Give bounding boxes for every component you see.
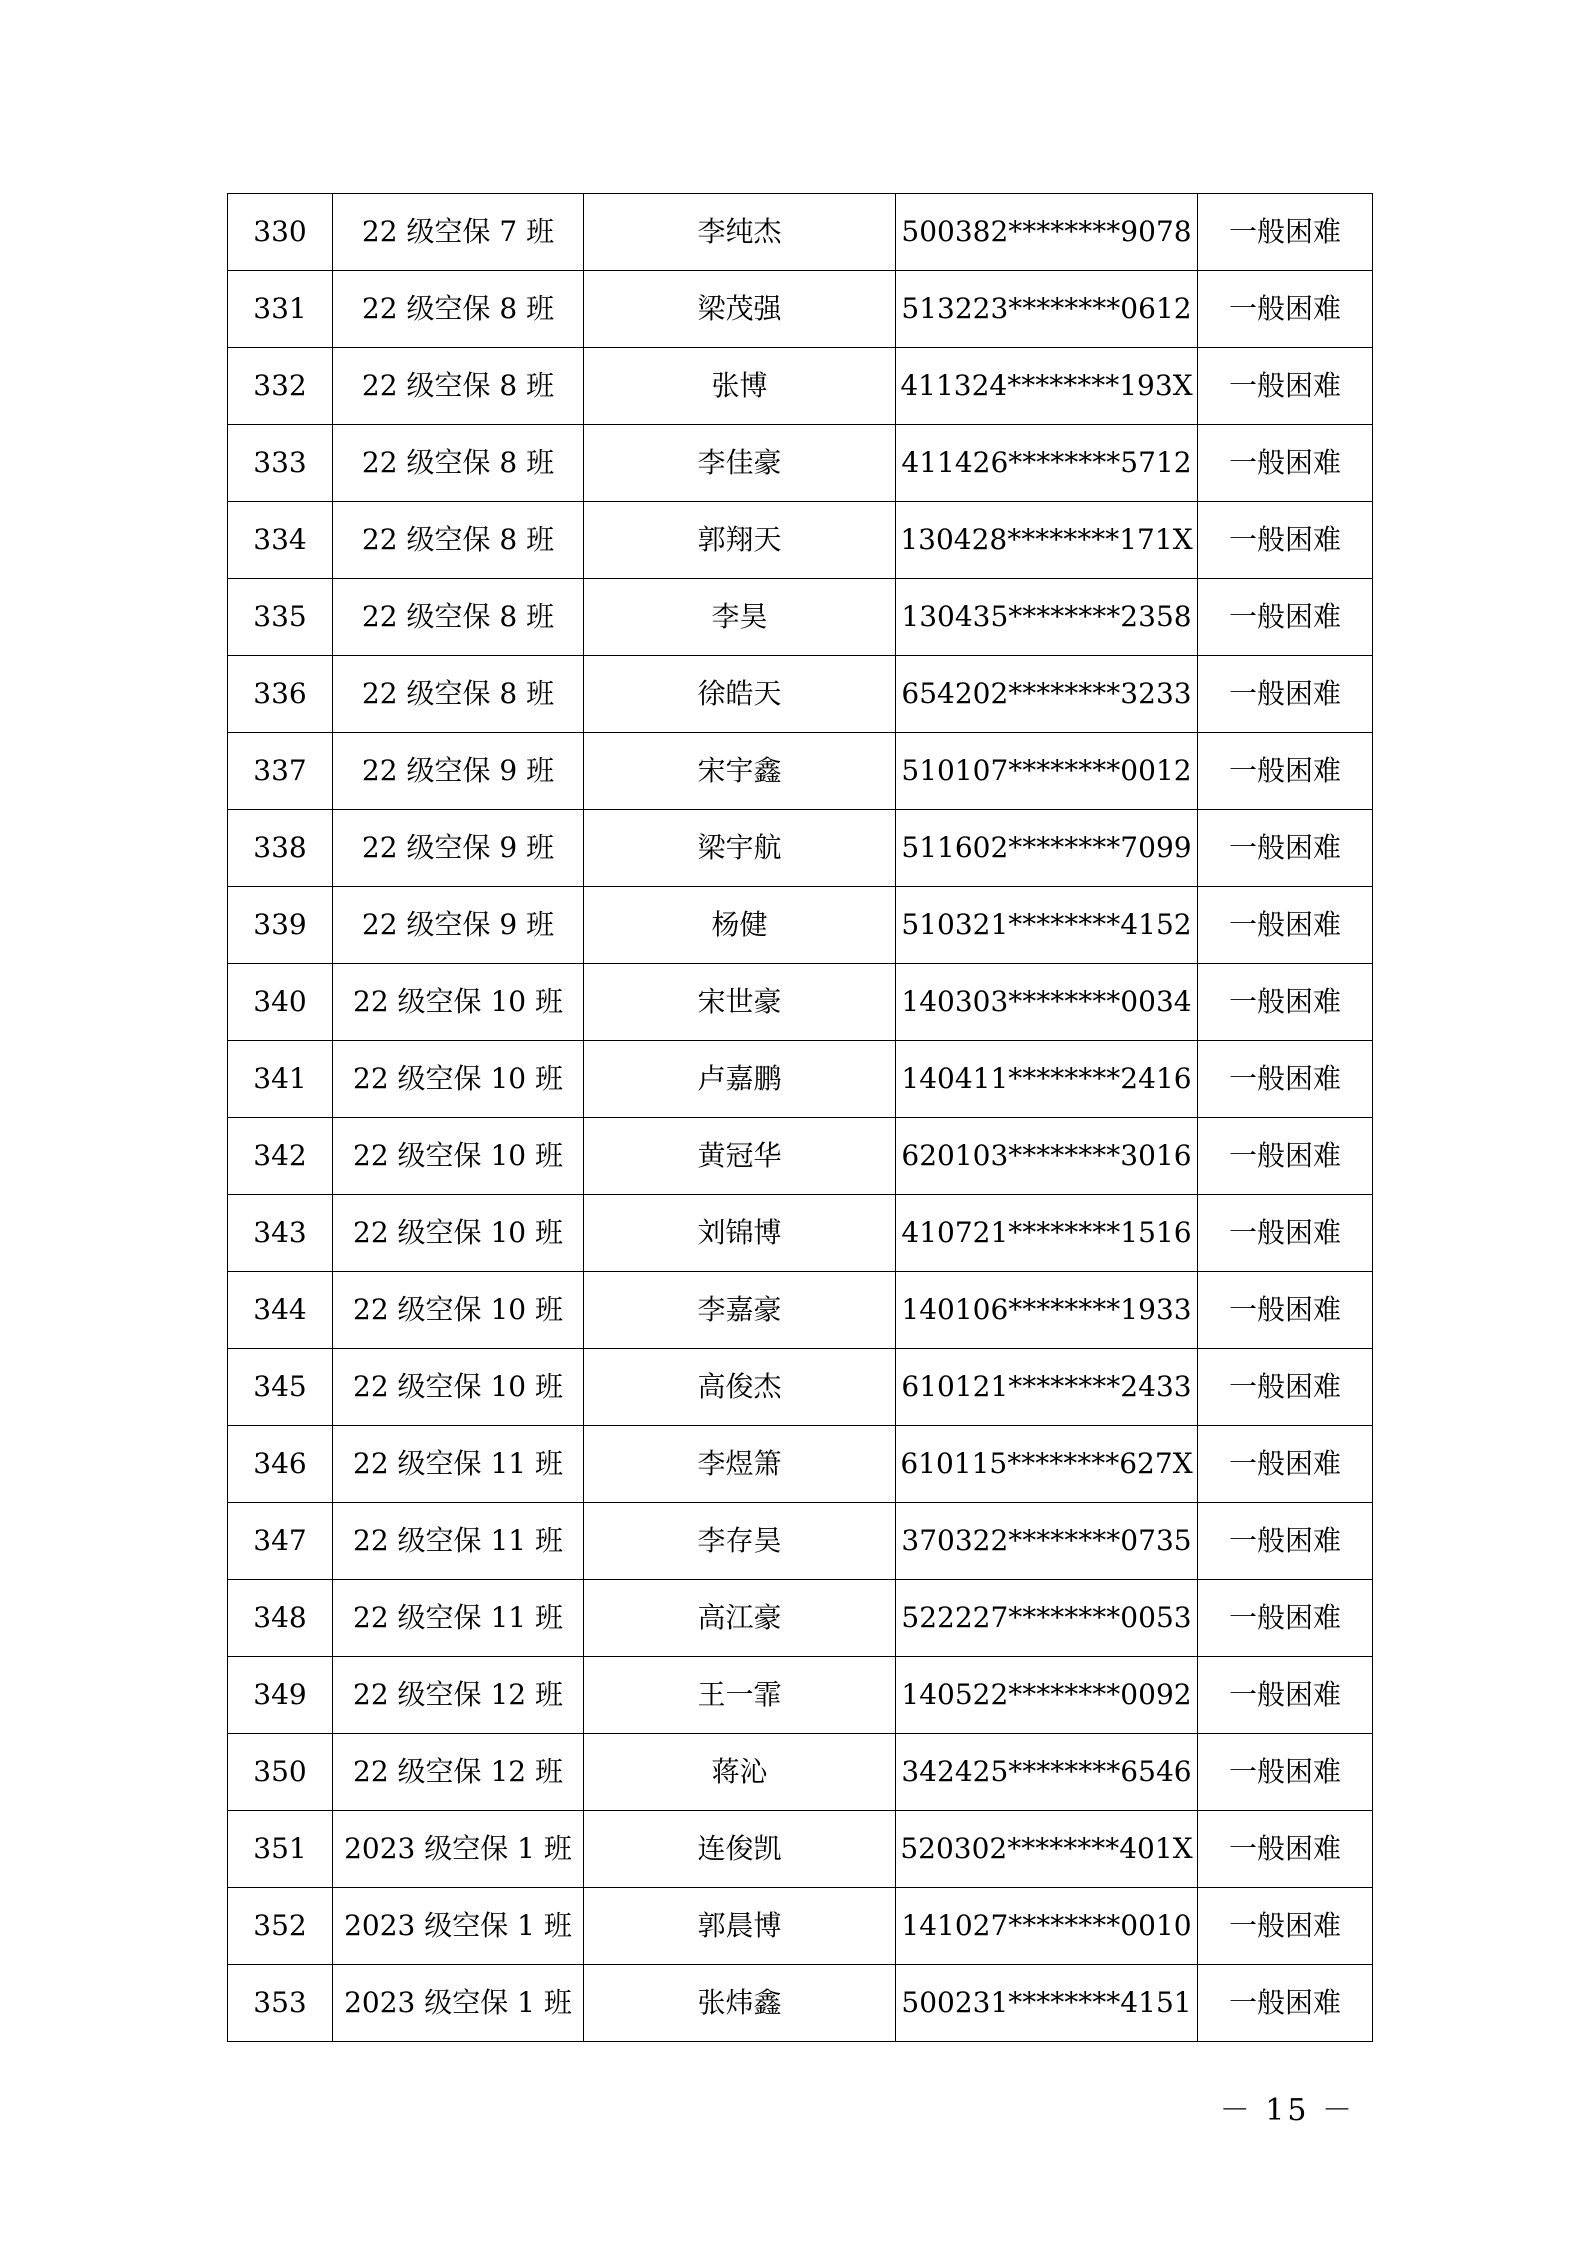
table-row — [228, 1195, 1373, 1272]
student-table — [227, 193, 1373, 2042]
page-number: － 15 － — [1219, 2093, 1355, 2128]
status-cell: 一般困难 — [1198, 1272, 1373, 1349]
status-cell: 一般困难 — [1198, 656, 1373, 733]
name-cell: 王一霏 — [584, 1657, 896, 1734]
table-row — [228, 425, 1373, 502]
class-cell: 2023 级空保 1 班 — [333, 1888, 584, 1965]
name-cell: 高江豪 — [584, 1580, 896, 1657]
class-cell: 22 级空保 10 班 — [333, 964, 584, 1041]
id-number-cell: 130435********2358 — [896, 579, 1198, 656]
row-number-cell: 339 — [228, 887, 333, 964]
name-cell: 卢嘉鹏 — [584, 1041, 896, 1118]
row-number-cell: 347 — [228, 1503, 333, 1580]
status-cell: 一般困难 — [1198, 1349, 1373, 1426]
name-cell: 郭晨博 — [584, 1888, 896, 1965]
table-row — [228, 502, 1373, 579]
class-cell: 22 级空保 7 班 — [333, 194, 584, 271]
name-cell: 张博 — [584, 348, 896, 425]
id-number-cell: 410721********1516 — [896, 1195, 1198, 1272]
name-cell: 宋世豪 — [584, 964, 896, 1041]
row-number-cell: 337 — [228, 733, 333, 810]
class-cell: 22 级空保 11 班 — [333, 1426, 584, 1503]
table-row — [228, 887, 1373, 964]
name-cell: 李纯杰 — [584, 194, 896, 271]
id-number-cell: 140522********0092 — [896, 1657, 1198, 1734]
table-row — [228, 1811, 1373, 1888]
table-row — [228, 1272, 1373, 1349]
row-number-cell: 338 — [228, 810, 333, 887]
id-number-cell: 511602********7099 — [896, 810, 1198, 887]
row-number-cell: 334 — [228, 502, 333, 579]
row-number-cell: 332 — [228, 348, 333, 425]
class-cell: 22 级空保 10 班 — [333, 1349, 584, 1426]
name-cell: 李煜箫 — [584, 1426, 896, 1503]
id-number-cell: 610115********627X — [896, 1426, 1198, 1503]
name-cell: 李佳豪 — [584, 425, 896, 502]
class-cell: 22 级空保 8 班 — [333, 502, 584, 579]
id-number-cell: 370322********0735 — [896, 1503, 1198, 1580]
status-cell: 一般困难 — [1198, 1657, 1373, 1734]
name-cell: 李存昊 — [584, 1503, 896, 1580]
status-cell: 一般困难 — [1198, 1965, 1373, 2042]
name-cell: 杨健 — [584, 887, 896, 964]
status-cell: 一般困难 — [1198, 964, 1373, 1041]
status-cell: 一般困难 — [1198, 1811, 1373, 1888]
id-number-cell: 522227********0053 — [896, 1580, 1198, 1657]
row-number-cell: 351 — [228, 1811, 333, 1888]
id-number-cell: 500382********9078 — [896, 194, 1198, 271]
row-number-cell: 345 — [228, 1349, 333, 1426]
id-number-cell: 141027********0010 — [896, 1888, 1198, 1965]
name-cell: 高俊杰 — [584, 1349, 896, 1426]
row-number-cell: 353 — [228, 1965, 333, 2042]
class-cell: 22 级空保 8 班 — [333, 656, 584, 733]
table-row — [228, 1041, 1373, 1118]
class-cell: 22 级空保 8 班 — [333, 579, 584, 656]
class-cell: 22 级空保 9 班 — [333, 733, 584, 810]
name-cell: 梁茂强 — [584, 271, 896, 348]
row-number-cell: 349 — [228, 1657, 333, 1734]
status-cell: 一般困难 — [1198, 1503, 1373, 1580]
table-row — [228, 1734, 1373, 1811]
class-cell: 22 级空保 8 班 — [333, 425, 584, 502]
class-cell: 22 级空保 10 班 — [333, 1041, 584, 1118]
id-number-cell: 130428********171X — [896, 502, 1198, 579]
class-cell: 22 级空保 9 班 — [333, 887, 584, 964]
class-cell: 22 级空保 8 班 — [333, 348, 584, 425]
id-number-cell: 520302********401X — [896, 1811, 1198, 1888]
status-cell: 一般困难 — [1198, 1580, 1373, 1657]
status-cell: 一般困难 — [1198, 502, 1373, 579]
id-number-cell: 140303********0034 — [896, 964, 1198, 1041]
table-row — [228, 271, 1373, 348]
class-cell: 22 级空保 10 班 — [333, 1272, 584, 1349]
status-cell: 一般困难 — [1198, 271, 1373, 348]
id-number-cell: 411426********5712 — [896, 425, 1198, 502]
row-number-cell: 333 — [228, 425, 333, 502]
name-cell: 宋宇鑫 — [584, 733, 896, 810]
row-number-cell: 352 — [228, 1888, 333, 1965]
id-number-cell: 610121********2433 — [896, 1349, 1198, 1426]
name-cell: 李嘉豪 — [584, 1272, 896, 1349]
class-cell: 22 级空保 10 班 — [333, 1195, 584, 1272]
table-row — [228, 1118, 1373, 1195]
table-row — [228, 1349, 1373, 1426]
row-number-cell: 350 — [228, 1734, 333, 1811]
name-cell: 李昊 — [584, 579, 896, 656]
status-cell: 一般困难 — [1198, 348, 1373, 425]
id-number-cell: 342425********6546 — [896, 1734, 1198, 1811]
class-cell: 22 级空保 11 班 — [333, 1503, 584, 1580]
table-row — [228, 1503, 1373, 1580]
name-cell: 连俊凯 — [584, 1811, 896, 1888]
class-cell: 22 级空保 8 班 — [333, 271, 584, 348]
status-cell: 一般困难 — [1198, 1426, 1373, 1503]
table-row — [228, 579, 1373, 656]
class-cell: 22 级空保 11 班 — [333, 1580, 584, 1657]
class-cell: 22 级空保 12 班 — [333, 1657, 584, 1734]
status-cell: 一般困难 — [1198, 1195, 1373, 1272]
table-row — [228, 1965, 1373, 2042]
name-cell: 张炜鑫 — [584, 1965, 896, 2042]
row-number-cell: 342 — [228, 1118, 333, 1195]
row-number-cell: 343 — [228, 1195, 333, 1272]
status-cell: 一般困难 — [1198, 810, 1373, 887]
id-number-cell: 411324********193X — [896, 348, 1198, 425]
status-cell: 一般困难 — [1198, 194, 1373, 271]
table-row — [228, 1426, 1373, 1503]
id-number-cell: 510107********0012 — [896, 733, 1198, 810]
table-row — [228, 656, 1373, 733]
row-number-cell: 341 — [228, 1041, 333, 1118]
class-cell: 22 级空保 9 班 — [333, 810, 584, 887]
class-cell: 22 级空保 12 班 — [333, 1734, 584, 1811]
name-cell: 郭翔天 — [584, 502, 896, 579]
status-cell: 一般困难 — [1198, 1041, 1373, 1118]
status-cell: 一般困难 — [1198, 1888, 1373, 1965]
id-number-cell: 500231********4151 — [896, 1965, 1198, 2042]
table-row — [228, 1580, 1373, 1657]
id-number-cell: 654202********3233 — [896, 656, 1198, 733]
class-cell: 22 级空保 10 班 — [333, 1118, 584, 1195]
row-number-cell: 331 — [228, 271, 333, 348]
name-cell: 刘锦博 — [584, 1195, 896, 1272]
table-row — [228, 1657, 1373, 1734]
table-row — [228, 194, 1373, 271]
table-row — [228, 348, 1373, 425]
status-cell: 一般困难 — [1198, 425, 1373, 502]
name-cell: 黄冠华 — [584, 1118, 896, 1195]
table-row — [228, 1888, 1373, 1965]
row-number-cell: 348 — [228, 1580, 333, 1657]
row-number-cell: 346 — [228, 1426, 333, 1503]
status-cell: 一般困难 — [1198, 579, 1373, 656]
status-cell: 一般困难 — [1198, 887, 1373, 964]
row-number-cell: 344 — [228, 1272, 333, 1349]
name-cell: 蒋沁 — [584, 1734, 896, 1811]
table-row — [228, 810, 1373, 887]
status-cell: 一般困难 — [1198, 733, 1373, 810]
row-number-cell: 340 — [228, 964, 333, 1041]
class-cell: 2023 级空保 1 班 — [333, 1965, 584, 2042]
id-number-cell: 140106********1933 — [896, 1272, 1198, 1349]
class-cell: 2023 级空保 1 班 — [333, 1811, 584, 1888]
id-number-cell: 140411********2416 — [896, 1041, 1198, 1118]
row-number-cell: 335 — [228, 579, 333, 656]
table-row — [228, 733, 1373, 810]
id-number-cell: 513223********0612 — [896, 271, 1198, 348]
id-number-cell: 620103********3016 — [896, 1118, 1198, 1195]
table-body — [228, 194, 1373, 2042]
id-number-cell: 510321********4152 — [896, 887, 1198, 964]
row-number-cell: 330 — [228, 194, 333, 271]
status-cell: 一般困难 — [1198, 1734, 1373, 1811]
status-cell: 一般困难 — [1198, 1118, 1373, 1195]
row-number-cell: 336 — [228, 656, 333, 733]
table-row — [228, 964, 1373, 1041]
name-cell: 梁宇航 — [584, 810, 896, 887]
name-cell: 徐皓天 — [584, 656, 896, 733]
